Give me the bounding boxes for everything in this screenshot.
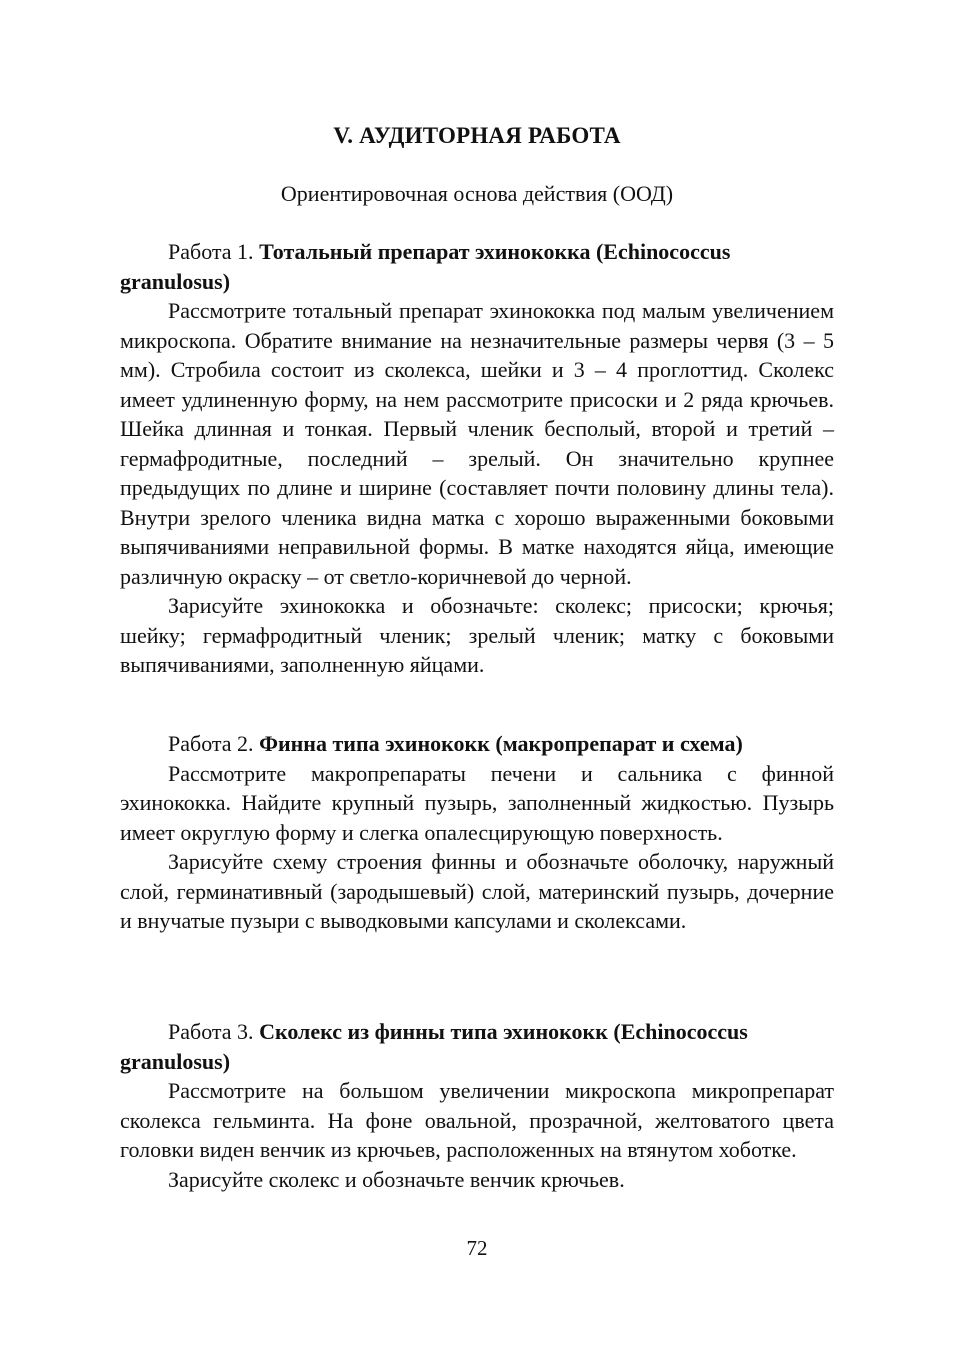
page-number: 72: [466, 1236, 488, 1260]
work-1-title: Тотальный препарат эхинококка (Echinococcus granulosus): [120, 239, 731, 294]
work-2-title: Финна типа эхинококк (макропрепарат и схема): [259, 731, 743, 756]
work-3: [120, 1017, 834, 1194]
work-2: [120, 729, 834, 936]
work-2-heading: [120, 729, 834, 759]
work-3-paragraph-2: Зарисуйте сколекс и обозначьте венчик крючьев.: [168, 1166, 625, 1192]
work-1-paragraph-1: Рассмотрите тотальный препарат эхинококка под малым увеличением микроскопа. Обратите внимание на незначительные размеры червя (3 – 5 мм). Стробила состоит из сколекса, шейки и 3 – 4 проглоттид. Сколекс имеет удлиненную форму, на нем рассмотрите присоски и 2 ряда крючьев. Шейка длинная и тонкая. Первый членик бесполый, второй и третий – гермафродитные, последний – зрелый. Он значительно крупнее предыдущих по длине и ширине (составляет почти половину длины тела). Внутри зрелого членика видна матка с хорошо выраженными боковыми выпячиваниями неправильной формы. В матке находятся яйца, имеющие различную окраску – от светло-коричневой до черной.: [120, 298, 834, 589]
work-3-label: Работа 3.: [168, 1019, 260, 1044]
work-1-label: Работа 1.: [168, 239, 260, 264]
work-1-heading: [120, 237, 834, 296]
work-2-paragraph-2: Зарисуйте схему строения финны и обозначьте оболочку, наружный слой, герминативный (зародышевый) слой, материнский пузырь, дочерние и внучатые пузыри с выводковыми капсулами и сколексами.: [120, 849, 834, 933]
section-title: V. АУДИТОРНАЯ РАБОТА: [333, 123, 621, 148]
work-2-paragraph-1: Рассмотрите макропрепараты печени и сальника с финной эхинококка. Найдите крупный пузырь, заполненный жидкостью. Пузырь имеет округлую форму и слегка опалесцирующую поверхность.: [120, 760, 834, 845]
work-3-paragraph-1: Рассмотрите на большом увеличении микроскопа микропрепарат сколекса гельминта. На фоне овальной, прозрачной, желтоватого цвета головки виден венчик из крючьев, расположенных на втянутом хоботке.: [120, 1078, 834, 1162]
work-3-heading: [120, 1017, 834, 1076]
section-subtitle: Ориентировочная основа действия (ООД): [280, 181, 674, 206]
work-1-paragraph-2: Зарисуйте эхинококка и обозначьте: сколекс; присоски; крючья; шейку; гермафродитный членик; зрелый членик; матку с боковыми выпячиваниями, заполненную яйцами.: [120, 593, 834, 677]
work-3-title: Сколекс из финны типа эхинококк (Echinococcus granulosus): [120, 1019, 748, 1074]
work-1: [120, 237, 834, 680]
work-2-label: Работа 2.: [168, 731, 260, 756]
